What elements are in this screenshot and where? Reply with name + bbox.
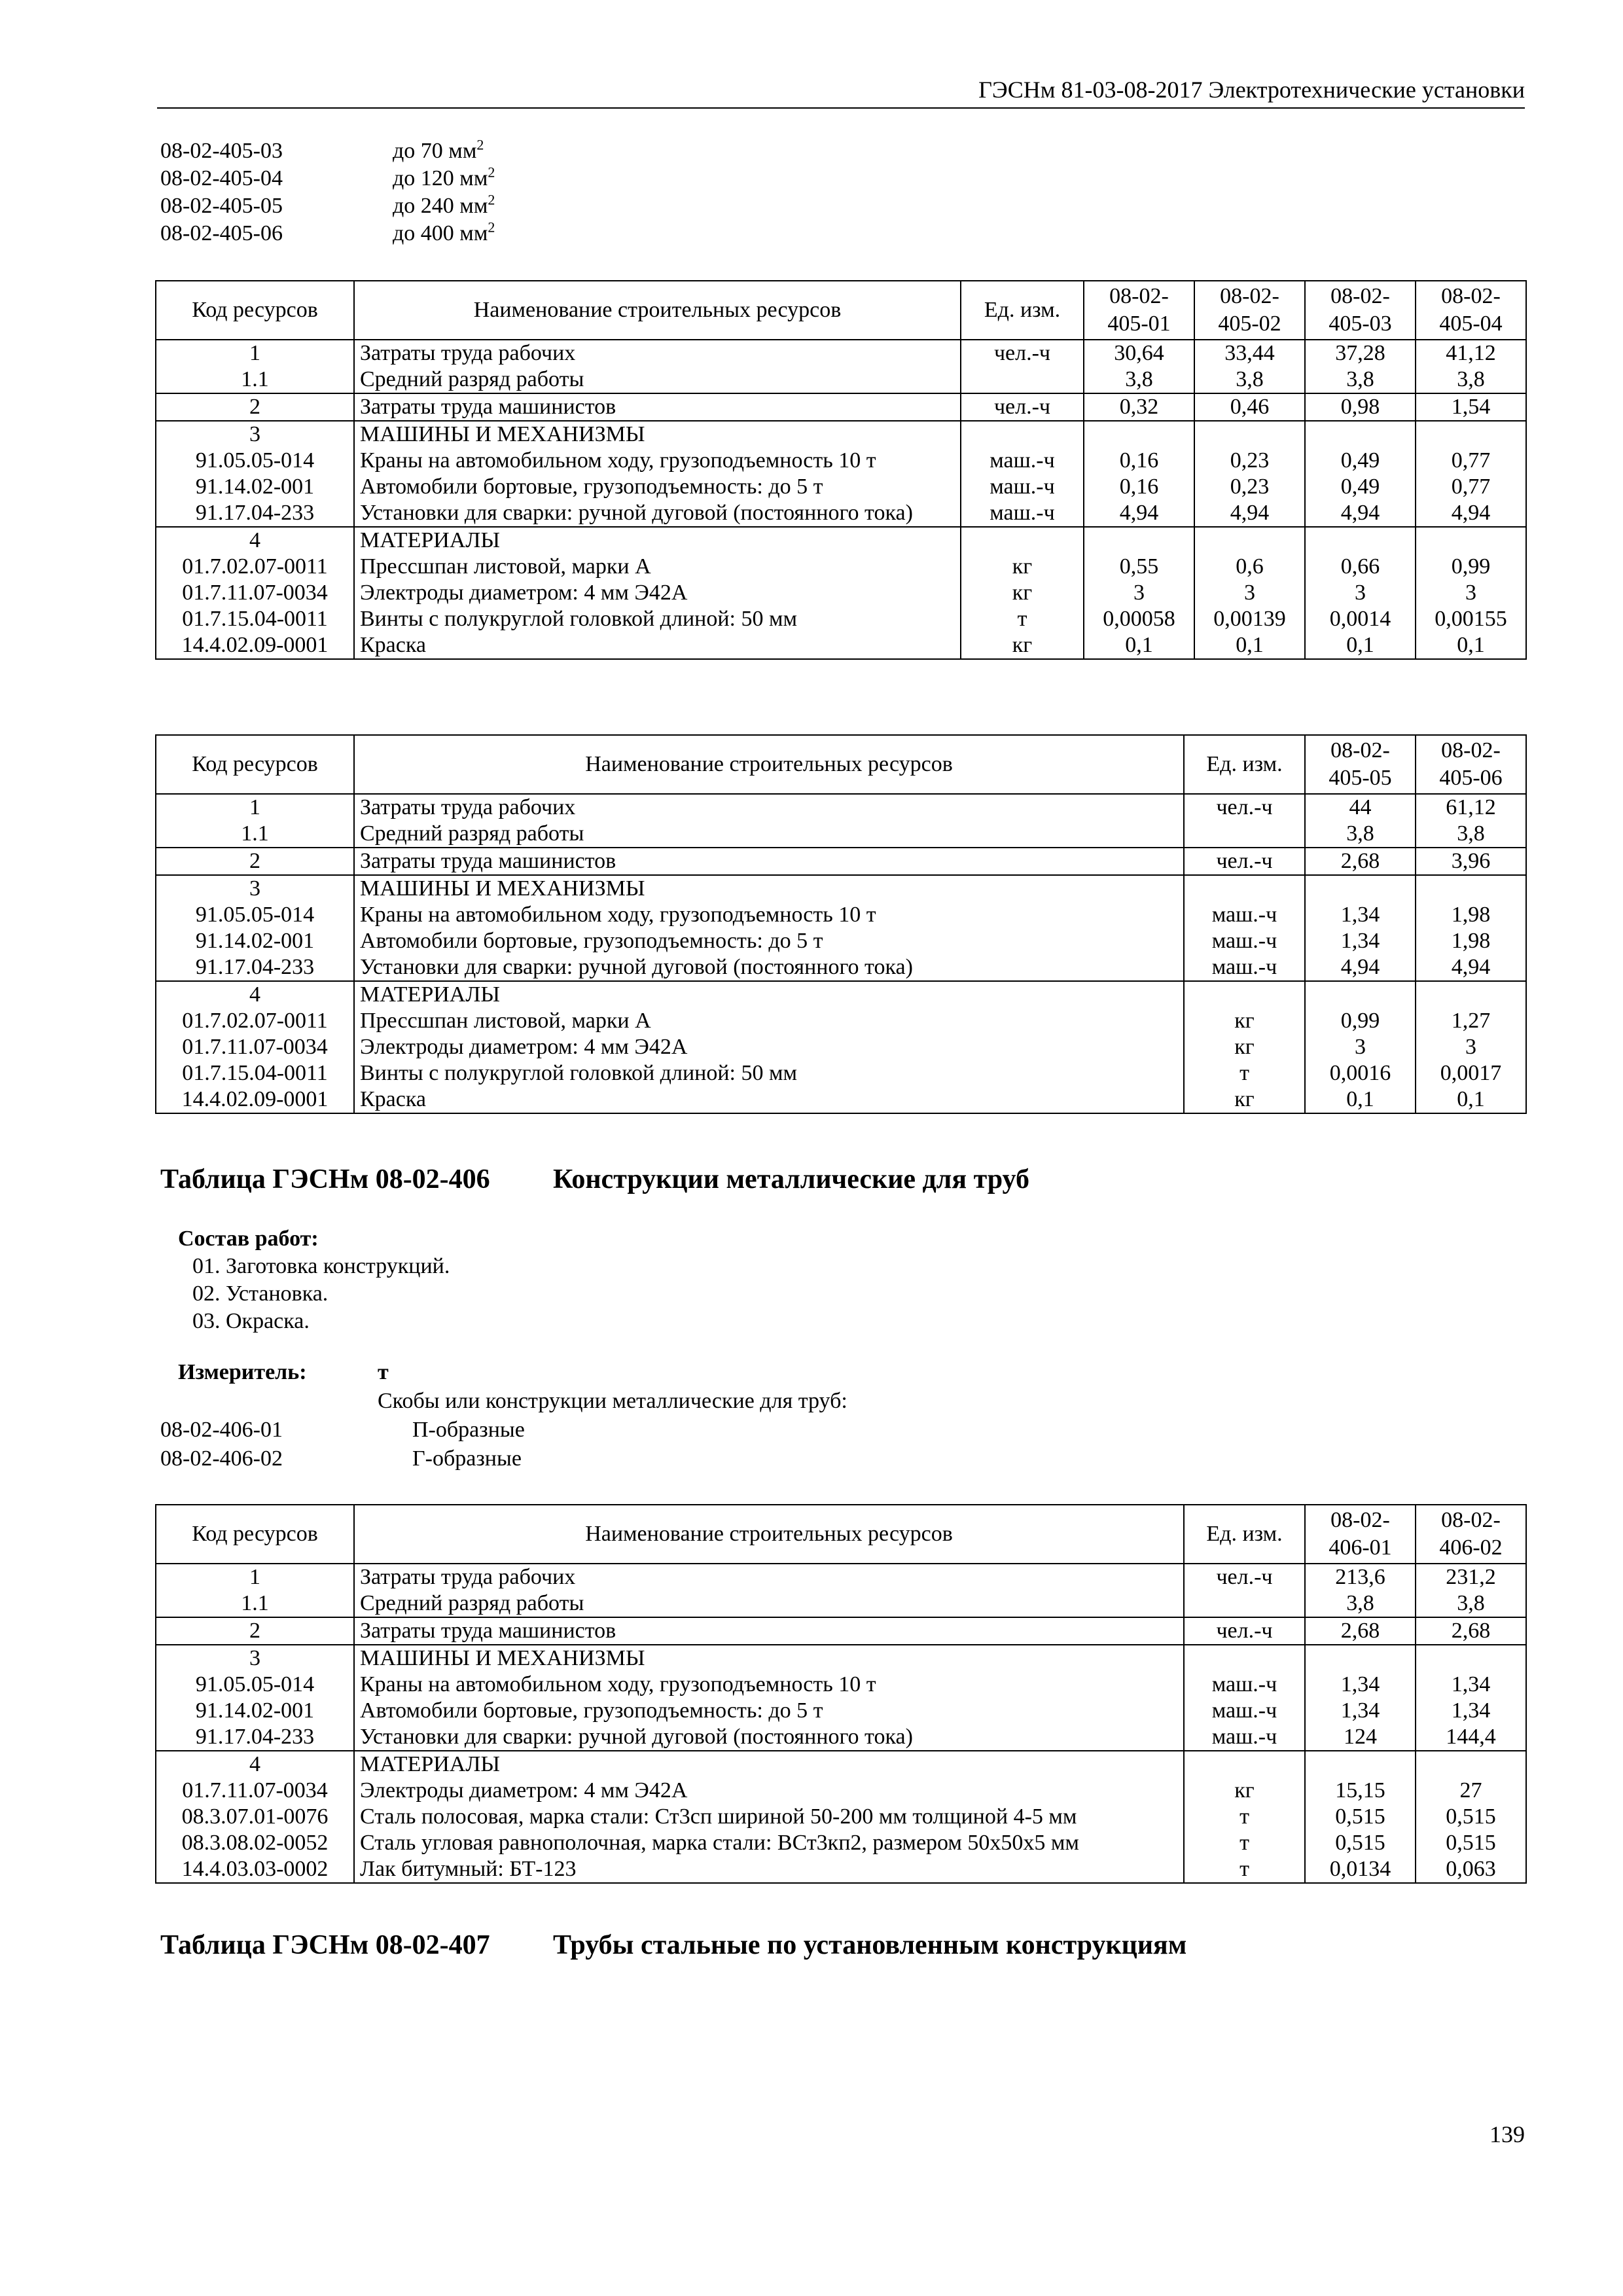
cell-unit	[961, 421, 1084, 448]
cell-unit: маш.-ч	[1184, 954, 1305, 981]
table-number: Таблица ГЭСНм 08-02-407	[160, 1930, 490, 1960]
work-item: 03. Окраска.	[192, 1309, 310, 1333]
cell-value: 1,98	[1416, 902, 1526, 928]
column-header-variant: 08-02- 405-06	[1416, 735, 1526, 794]
measure-block	[160, 1358, 847, 1473]
variant-row: 08-02-406-02 Г-образные	[160, 1446, 522, 1471]
cell-value: 3	[1305, 1034, 1416, 1060]
cell-value	[1305, 421, 1416, 448]
table-row	[156, 474, 1526, 500]
cell-value: 3,96	[1416, 848, 1526, 875]
resources-table-405-01-04	[155, 280, 1527, 660]
cell-value: 4,94	[1416, 954, 1526, 981]
cell-value: 0,23	[1194, 448, 1305, 474]
cell-name: Затраты труда машинистов	[354, 393, 961, 421]
cell-value: 3,8	[1416, 367, 1526, 393]
cell-code: 3	[156, 1645, 354, 1672]
cell-value: 3	[1416, 1034, 1526, 1060]
cell-name: Электроды диаметром: 4 мм Э42А	[354, 580, 961, 606]
cell-name: МАТЕРИАЛЫ	[354, 527, 961, 554]
variant-row: 08-02-405-04 до 120 $мм^2$	[160, 164, 495, 190]
table-heading-407	[160, 1929, 1186, 1961]
cell-value: 2,68	[1305, 1617, 1416, 1645]
table-heading-406	[160, 1164, 1029, 1195]
cell-value: 0,16	[1084, 448, 1194, 474]
cell-value: 4,94	[1194, 500, 1305, 527]
cell-name: Автомобили бортовые, грузоподъемность: до 5 т	[354, 928, 1184, 954]
cell-value: 1,98	[1416, 928, 1526, 954]
table-row	[156, 393, 1526, 421]
variant-row: 08-02-405-03 до 70 $мм^2$	[160, 136, 484, 163]
column-header-unit: Ед. изм.	[1184, 735, 1305, 794]
cell-value: 3	[1305, 580, 1416, 606]
cell-value: 0,00058	[1084, 606, 1194, 632]
table-row	[156, 1804, 1526, 1830]
cell-code: 1	[156, 340, 354, 367]
column-header-name: Наименование строительных ресурсов	[354, 281, 961, 340]
cell-name: Затраты труда рабочих	[354, 794, 1184, 821]
cell-code: 91.17.04-233	[156, 1724, 354, 1751]
table-row	[156, 1617, 1526, 1645]
column-header-name: Наименование строительных ресурсов	[354, 1505, 1184, 1564]
cell-code: 4	[156, 527, 354, 554]
cell-unit	[1184, 1751, 1305, 1778]
cell-unit: кг	[961, 554, 1084, 580]
table-row	[156, 1830, 1526, 1856]
variant-row: 08-02-406-01 П-образные	[160, 1418, 525, 1442]
cell-name: Затраты труда машинистов	[354, 1617, 1184, 1645]
cell-value	[1194, 421, 1305, 448]
cell-unit: маш.-ч	[961, 500, 1084, 527]
cell-name: Автомобили бортовые, грузоподъемность: до 5 т	[354, 474, 961, 500]
running-header	[157, 72, 1525, 109]
cell-value: 0,1	[1305, 632, 1416, 659]
cell-value: 3	[1084, 580, 1194, 606]
cell-value: 0,515	[1305, 1804, 1416, 1830]
cell-value: 37,28	[1305, 340, 1416, 367]
cell-value: 0,1	[1084, 632, 1194, 659]
table-row	[156, 527, 1526, 554]
cell-value: 213,6	[1305, 1564, 1416, 1590]
cell-value	[1416, 1751, 1526, 1778]
cell-unit: чел.-ч	[1184, 794, 1305, 821]
cell-name: Краны на автомобильном ходу, грузоподъемность 10 т	[354, 902, 1184, 928]
cell-value: 3,8	[1305, 821, 1416, 848]
table-header-row	[156, 281, 1526, 340]
cell-unit: маш.-ч	[1184, 928, 1305, 954]
variant-row: 08-02-405-05 до 240 $мм^2$	[160, 191, 495, 218]
cell-value: 0,49	[1305, 448, 1416, 474]
cell-code: 91.14.02-001	[156, 928, 354, 954]
cell-name: Электроды диаметром: 4 мм Э42А	[354, 1034, 1184, 1060]
cell-code: 91.17.04-233	[156, 500, 354, 527]
cell-value: 2,68	[1416, 1617, 1526, 1645]
cell-value: 1,34	[1416, 1672, 1526, 1698]
cell-unit: т	[1184, 1804, 1305, 1830]
cell-value	[1305, 527, 1416, 554]
variants-list-405	[160, 137, 495, 247]
cell-value: 0,46	[1194, 393, 1305, 421]
cell-value: 144,4	[1416, 1724, 1526, 1751]
cell-value: 3	[1416, 580, 1526, 606]
cell-unit: чел.-ч	[1184, 1564, 1305, 1590]
cell-value	[1416, 527, 1526, 554]
table-row	[156, 1698, 1526, 1724]
cell-code: 1.1	[156, 821, 354, 848]
column-header-variant: 08-02- 406-01	[1305, 1505, 1416, 1564]
cell-value: 1,34	[1305, 928, 1416, 954]
cell-unit: маш.-ч	[1184, 902, 1305, 928]
cell-value: 0,98	[1305, 393, 1416, 421]
table-row	[156, 500, 1526, 527]
column-header-code: Код ресурсов	[156, 281, 354, 340]
work-composition	[178, 1225, 450, 1335]
cell-value: 0,063	[1416, 1856, 1526, 1883]
cell-value	[1084, 527, 1194, 554]
cell-value	[1305, 875, 1416, 902]
cell-value	[1305, 1751, 1416, 1778]
cell-value: 1,27	[1416, 1008, 1526, 1034]
table-row	[156, 1751, 1526, 1778]
cell-value: 3,8	[1084, 367, 1194, 393]
cell-value: 0,77	[1416, 448, 1526, 474]
cell-value: 4,94	[1305, 500, 1416, 527]
cell-unit	[1184, 875, 1305, 902]
cell-value: 124	[1305, 1724, 1416, 1751]
cell-unit	[1184, 1645, 1305, 1672]
table-number: Таблица ГЭСНм 08-02-406	[160, 1164, 490, 1194]
cell-code: 2	[156, 848, 354, 875]
cell-code: 01.7.11.07-0034	[156, 1778, 354, 1804]
measure-label: Измеритель:	[178, 1360, 307, 1384]
cell-value: 0,0134	[1305, 1856, 1416, 1883]
table-row	[156, 554, 1526, 580]
cell-unit: чел.-ч	[961, 340, 1084, 367]
table-row	[156, 1672, 1526, 1698]
cell-value: 0,1	[1416, 1086, 1526, 1113]
cell-unit: кг	[1184, 1008, 1305, 1034]
table-row	[156, 1590, 1526, 1617]
cell-unit	[961, 367, 1084, 393]
cell-value: 1,34	[1305, 902, 1416, 928]
table-row	[156, 848, 1526, 875]
cell-value	[1194, 527, 1305, 554]
cell-value: 0,1	[1305, 1086, 1416, 1113]
cell-code: 4	[156, 981, 354, 1008]
cell-name: Сталь угловая равнополочная, марка стали: ВСт3кп2, размером 50х50х5 мм	[354, 1830, 1184, 1856]
cell-value: 231,2	[1416, 1564, 1526, 1590]
column-header-name: Наименование строительных ресурсов	[354, 735, 1184, 794]
cell-code: 1	[156, 794, 354, 821]
table-row	[156, 1778, 1526, 1804]
cell-code: 1.1	[156, 1590, 354, 1617]
column-header-variant: 08-02- 405-03	[1305, 281, 1416, 340]
cell-value	[1305, 1645, 1416, 1672]
cell-value: 0,0014	[1305, 606, 1416, 632]
table-row	[156, 1645, 1526, 1672]
cell-unit: кг	[961, 580, 1084, 606]
cell-value: 0,00155	[1416, 606, 1526, 632]
cell-code: 01.7.15.04-0011	[156, 1060, 354, 1086]
table-row	[156, 821, 1526, 848]
cell-value: 0,66	[1305, 554, 1416, 580]
cell-value: 0,1	[1194, 632, 1305, 659]
cell-value: 0,99	[1416, 554, 1526, 580]
cell-value: 0,6	[1194, 554, 1305, 580]
cell-value: 0,00139	[1194, 606, 1305, 632]
table-row	[156, 580, 1526, 606]
cell-unit: т	[1184, 1856, 1305, 1883]
cell-name: Электроды диаметром: 4 мм Э42А	[354, 1778, 1184, 1804]
resources-table-406	[155, 1504, 1527, 1884]
cell-code: 91.05.05-014	[156, 448, 354, 474]
cell-value: 3,8	[1194, 367, 1305, 393]
cell-name: Прессшпан листовой, марки А	[354, 554, 961, 580]
cell-unit: чел.-ч	[961, 393, 1084, 421]
cell-unit: маш.-ч	[961, 448, 1084, 474]
cell-value: 61,12	[1416, 794, 1526, 821]
column-header-unit: Ед. изм.	[961, 281, 1084, 340]
cell-name: Установки для сварки: ручной дуговой (постоянного тока)	[354, 500, 961, 527]
work-title: Состав работ:	[178, 1227, 319, 1251]
cell-unit: кг	[1184, 1778, 1305, 1804]
cell-code: 08.3.07.01-0076	[156, 1804, 354, 1830]
table-row	[156, 606, 1526, 632]
table-row	[156, 1034, 1526, 1060]
cell-code: 91.14.02-001	[156, 1698, 354, 1724]
cell-code: 2	[156, 393, 354, 421]
cell-unit: маш.-ч	[1184, 1672, 1305, 1698]
cell-name: Средний разряд работы	[354, 821, 1184, 848]
cell-value: 33,44	[1194, 340, 1305, 367]
column-header-unit: Ед. изм.	[1184, 1505, 1305, 1564]
cell-value	[1084, 421, 1194, 448]
cell-unit	[1184, 981, 1305, 1008]
cell-name: Затраты труда рабочих	[354, 340, 961, 367]
cell-name: Затраты труда рабочих	[354, 1564, 1184, 1590]
column-header-variant: 08-02- 406-02	[1416, 1505, 1526, 1564]
cell-value: 0,515	[1416, 1804, 1526, 1830]
cell-code: 1	[156, 1564, 354, 1590]
column-header-variant: 08-02- 405-04	[1416, 281, 1526, 340]
cell-value: 3,8	[1416, 821, 1526, 848]
cell-unit: кг	[961, 632, 1084, 659]
cell-value: 3	[1194, 580, 1305, 606]
cell-value: 0,49	[1305, 474, 1416, 500]
cell-code: 1.1	[156, 367, 354, 393]
cell-name: Краска	[354, 1086, 1184, 1113]
cell-value: 0,16	[1084, 474, 1194, 500]
cell-code: 91.17.04-233	[156, 954, 354, 981]
cell-name: Средний разряд работы	[354, 1590, 1184, 1617]
table-row	[156, 875, 1526, 902]
cell-unit: т	[1184, 1060, 1305, 1086]
cell-unit	[1184, 1590, 1305, 1617]
cell-value: 4,94	[1305, 954, 1416, 981]
table-title: Трубы стальные по установленным конструкциям	[553, 1930, 1187, 1960]
cell-value: 0,99	[1305, 1008, 1416, 1034]
cell-code: 91.14.02-001	[156, 474, 354, 500]
cell-name: МАТЕРИАЛЫ	[354, 981, 1184, 1008]
cell-value: 3,8	[1305, 1590, 1416, 1617]
table-title: Конструкции металлические для труб	[553, 1164, 1029, 1194]
cell-value: 3,8	[1416, 1590, 1526, 1617]
table-row	[156, 1724, 1526, 1751]
cell-name: Затраты труда машинистов	[354, 848, 1184, 875]
cell-value	[1416, 421, 1526, 448]
cell-value: 1,54	[1416, 393, 1526, 421]
cell-unit	[1184, 821, 1305, 848]
cell-name: Установки для сварки: ручной дуговой (постоянного тока)	[354, 1724, 1184, 1751]
work-item: 01. Заготовка конструкций.	[192, 1254, 450, 1278]
cell-value	[1416, 875, 1526, 902]
column-header-code: Код ресурсов	[156, 735, 354, 794]
cell-unit: чел.-ч	[1184, 1617, 1305, 1645]
cell-value: 0,0017	[1416, 1060, 1526, 1086]
cell-name: Винты с полукруглой головкой длиной: 50 мм	[354, 606, 961, 632]
cell-value: 1,34	[1416, 1698, 1526, 1724]
cell-name: Прессшпан листовой, марки А	[354, 1008, 1184, 1034]
cell-unit: чел.-ч	[1184, 848, 1305, 875]
cell-name: МАТЕРИАЛЫ	[354, 1751, 1184, 1778]
resources-table-405-05-06	[155, 734, 1527, 1114]
column-header-variant: 08-02- 405-02	[1194, 281, 1305, 340]
cell-value: 1,34	[1305, 1698, 1416, 1724]
table-row	[156, 1856, 1526, 1883]
cell-name: Автомобили бортовые, грузоподъемность: до 5 т	[354, 1698, 1184, 1724]
running-header-title: ГЭСНм 81-03-08-2017 Электротехнические установки	[978, 77, 1525, 103]
cell-unit: маш.-ч	[1184, 1698, 1305, 1724]
cell-name: МАШИНЫ И МЕХАНИЗМЫ	[354, 875, 1184, 902]
cell-value: 0,32	[1084, 393, 1194, 421]
cell-unit	[961, 527, 1084, 554]
cell-value	[1416, 981, 1526, 1008]
cell-value	[1416, 1645, 1526, 1672]
table-row	[156, 1564, 1526, 1590]
cell-value: 0,23	[1194, 474, 1305, 500]
cell-code: 3	[156, 421, 354, 448]
table-header-row	[156, 735, 1526, 794]
table-row	[156, 340, 1526, 367]
cell-value: 3,8	[1305, 367, 1416, 393]
cell-value: 15,15	[1305, 1778, 1416, 1804]
cell-value: 0,515	[1305, 1830, 1416, 1856]
cell-code: 01.7.11.07-0034	[156, 580, 354, 606]
cell-unit: т	[961, 606, 1084, 632]
cell-value: 1,34	[1305, 1672, 1416, 1698]
cell-unit: т	[1184, 1830, 1305, 1856]
measure-unit: т	[378, 1360, 389, 1384]
cell-value: 0,515	[1416, 1830, 1526, 1856]
table-row	[156, 632, 1526, 659]
table-row	[156, 367, 1526, 393]
variant-row: 08-02-405-06 до 400 $мм^2$	[160, 219, 495, 245]
table-row	[156, 1060, 1526, 1086]
cell-value: 44	[1305, 794, 1416, 821]
group-text: Скобы или конструкции металлические для труб:	[378, 1389, 847, 1413]
column-header-variant: 08-02- 405-05	[1305, 735, 1416, 794]
cell-code: 91.05.05-014	[156, 902, 354, 928]
cell-name: Сталь полосовая, марка стали: Ст3сп шириной 50-200 мм толщиной 4-5 мм	[354, 1804, 1184, 1830]
cell-code: 08.3.08.02-0052	[156, 1830, 354, 1856]
cell-code: 14.4.02.09-0001	[156, 632, 354, 659]
cell-value	[1305, 981, 1416, 1008]
cell-code: 2	[156, 1617, 354, 1645]
table-row	[156, 954, 1526, 981]
cell-code: 4	[156, 1751, 354, 1778]
cell-code: 3	[156, 875, 354, 902]
cell-code: 01.7.02.07-0011	[156, 554, 354, 580]
cell-name: Краны на автомобильном ходу, грузоподъемность 10 т	[354, 448, 961, 474]
cell-code: 91.05.05-014	[156, 1672, 354, 1698]
column-header-code: Код ресурсов	[156, 1505, 354, 1564]
cell-value: 0,1	[1416, 632, 1526, 659]
cell-value: 2,68	[1305, 848, 1416, 875]
cell-unit: маш.-ч	[1184, 1724, 1305, 1751]
table-row	[156, 448, 1526, 474]
page-number: 139	[1489, 2121, 1525, 2147]
cell-value: 41,12	[1416, 340, 1526, 367]
cell-unit: кг	[1184, 1034, 1305, 1060]
cell-unit: кг	[1184, 1086, 1305, 1113]
cell-name: Краска	[354, 632, 961, 659]
cell-value: 27	[1416, 1778, 1526, 1804]
cell-value: 30,64	[1084, 340, 1194, 367]
cell-name: Установки для сварки: ручной дуговой (постоянного тока)	[354, 954, 1184, 981]
cell-name: Краны на автомобильном ходу, грузоподъемность 10 т	[354, 1672, 1184, 1698]
cell-name: МАШИНЫ И МЕХАНИЗМЫ	[354, 421, 961, 448]
table-row	[156, 1086, 1526, 1113]
cell-code: 01.7.11.07-0034	[156, 1034, 354, 1060]
table-row	[156, 981, 1526, 1008]
cell-name: Винты с полукруглой головкой длиной: 50 мм	[354, 1060, 1184, 1086]
cell-value: 0,0016	[1305, 1060, 1416, 1086]
cell-code: 14.4.02.09-0001	[156, 1086, 354, 1113]
table-row	[156, 928, 1526, 954]
cell-unit: маш.-ч	[961, 474, 1084, 500]
column-header-variant: 08-02- 405-01	[1084, 281, 1194, 340]
cell-value: 0,77	[1416, 474, 1526, 500]
cell-value: 4,94	[1416, 500, 1526, 527]
cell-code: 01.7.15.04-0011	[156, 606, 354, 632]
table-row	[156, 1008, 1526, 1034]
cell-value: 0,55	[1084, 554, 1194, 580]
cell-code: 14.4.03.03-0002	[156, 1856, 354, 1883]
cell-code: 01.7.02.07-0011	[156, 1008, 354, 1034]
table-header-row	[156, 1505, 1526, 1564]
table-row	[156, 794, 1526, 821]
cell-name: МАШИНЫ И МЕХАНИЗМЫ	[354, 1645, 1184, 1672]
cell-name: Лак битумный: БТ-123	[354, 1856, 1184, 1883]
cell-value: 4,94	[1084, 500, 1194, 527]
table-row	[156, 902, 1526, 928]
work-item: 02. Установка.	[192, 1282, 329, 1306]
table-row	[156, 421, 1526, 448]
cell-name: Средний разряд работы	[354, 367, 961, 393]
